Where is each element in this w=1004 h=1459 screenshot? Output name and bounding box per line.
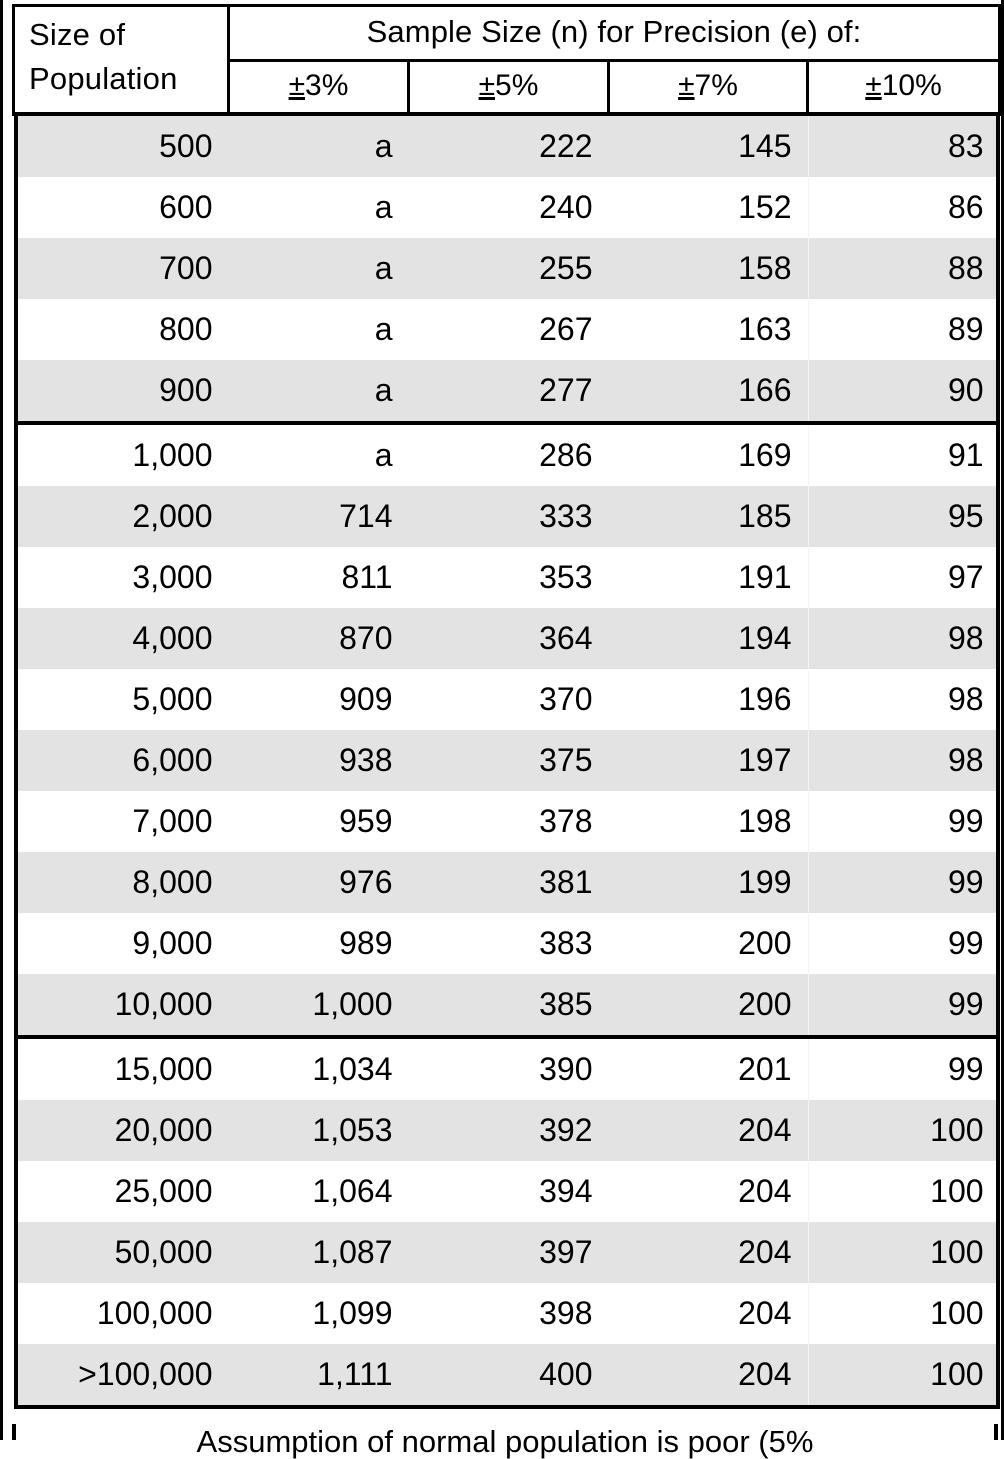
- cell-p7: 204: [609, 1344, 808, 1407]
- table-row: [14, 1161, 1000, 1222]
- table-row: [14, 177, 1000, 238]
- cell-p7: 199: [609, 852, 808, 913]
- cell-p10: 98: [808, 608, 1000, 669]
- cell-p5: 398: [409, 1283, 609, 1344]
- cell-population: >100,000: [14, 1344, 229, 1407]
- cell-p3: a: [229, 177, 409, 238]
- cell-p7: 169: [609, 423, 808, 486]
- header-precision-10: [808, 61, 1000, 115]
- cell-p3: 1,053: [229, 1100, 409, 1161]
- cell-p3: 976: [229, 852, 409, 913]
- cell-p3: 811: [229, 547, 409, 608]
- header-precision-10-value: 10%: [881, 69, 942, 102]
- cell-population: 20,000: [14, 1100, 229, 1161]
- table-header: [14, 6, 1000, 115]
- cell-population: 700: [14, 238, 229, 299]
- cell-p5: 383: [409, 913, 609, 974]
- header-precision-7: [609, 61, 808, 115]
- cell-p3: 1,087: [229, 1222, 409, 1283]
- table-row: [14, 791, 1000, 852]
- cell-p3: 1,099: [229, 1283, 409, 1344]
- cell-p10: 83: [808, 114, 1000, 177]
- cell-p10: 100: [808, 1161, 1000, 1222]
- table-row: [14, 1344, 1000, 1407]
- cell-p7: 163: [609, 299, 808, 360]
- cell-p10: 90: [808, 360, 1000, 423]
- cell-p7: 200: [609, 974, 808, 1037]
- table-frame: [12, 4, 998, 1409]
- cell-population: 6,000: [14, 730, 229, 791]
- table-row: [14, 114, 1000, 177]
- table-row: [14, 299, 1000, 360]
- header-precision-5-value: 5%: [495, 69, 539, 102]
- cell-p5: 364: [409, 608, 609, 669]
- cell-p5: 286: [409, 423, 609, 486]
- cell-p10: 98: [808, 669, 1000, 730]
- cell-p7: 201: [609, 1037, 808, 1100]
- header-population-line2: Population: [29, 61, 178, 97]
- cell-population: 600: [14, 177, 229, 238]
- table-body: [14, 114, 1000, 1407]
- plus-minus-icon-5: ±: [478, 69, 496, 102]
- header-precision-5: [409, 61, 609, 115]
- cell-population: 800: [14, 299, 229, 360]
- cell-population: 8,000: [14, 852, 229, 913]
- cell-p5: 267: [409, 299, 609, 360]
- cell-p7: 194: [609, 608, 808, 669]
- header-precision-3: [229, 61, 409, 115]
- cell-p3: 1,111: [229, 1344, 409, 1407]
- cell-population: 15,000: [14, 1037, 229, 1100]
- cell-p3: a: [229, 423, 409, 486]
- cell-p3: 1,034: [229, 1037, 409, 1100]
- table-row: [14, 852, 1000, 913]
- cell-population: 5,000: [14, 669, 229, 730]
- cell-p3: 909: [229, 669, 409, 730]
- cell-p10: 97: [808, 547, 1000, 608]
- cell-p5: 375: [409, 730, 609, 791]
- cell-population: 500: [14, 114, 229, 177]
- cell-population: 3,000: [14, 547, 229, 608]
- cell-population: 4,000: [14, 608, 229, 669]
- cell-p7: 145: [609, 114, 808, 177]
- cell-p10: 100: [808, 1283, 1000, 1344]
- table-row: [14, 360, 1000, 423]
- table-row: [14, 974, 1000, 1037]
- header-population: [14, 6, 229, 115]
- cell-p10: 99: [808, 791, 1000, 852]
- cell-p3: a: [229, 299, 409, 360]
- table-row: [14, 669, 1000, 730]
- cell-p7: 204: [609, 1161, 808, 1222]
- cell-p7: 166: [609, 360, 808, 423]
- header-population-line1: Size of: [29, 17, 126, 52]
- cell-population: 25,000: [14, 1161, 229, 1222]
- table-row: [14, 238, 1000, 299]
- cell-p5: 400: [409, 1344, 609, 1407]
- header-sample-size-span: Sample Size (n) for Precision (e) of:: [229, 6, 1000, 61]
- header-row-top: [14, 6, 1000, 61]
- table-row: [14, 1037, 1000, 1100]
- cell-p3: a: [229, 114, 409, 177]
- plus-minus-icon-3: ±: [288, 69, 306, 102]
- cell-p7: 204: [609, 1283, 808, 1344]
- cell-p10: 89: [808, 299, 1000, 360]
- cell-p7: 185: [609, 486, 808, 547]
- cell-p3: 959: [229, 791, 409, 852]
- cell-p5: 240: [409, 177, 609, 238]
- cell-population: 10,000: [14, 974, 229, 1037]
- cell-p5: 333: [409, 486, 609, 547]
- cell-p5: 222: [409, 114, 609, 177]
- cell-p7: 204: [609, 1222, 808, 1283]
- cell-p3: 1,000: [229, 974, 409, 1037]
- cell-p7: 152: [609, 177, 808, 238]
- cell-p3: 938: [229, 730, 409, 791]
- sample-size-table: [12, 4, 1001, 1409]
- cell-p10: 99: [808, 974, 1000, 1037]
- cell-p10: 99: [808, 913, 1000, 974]
- cell-p10: 88: [808, 238, 1000, 299]
- table-row: [14, 547, 1000, 608]
- cell-p5: 381: [409, 852, 609, 913]
- cell-p7: 197: [609, 730, 808, 791]
- cell-p7: 196: [609, 669, 808, 730]
- cell-population: 9,000: [14, 913, 229, 974]
- footnote-text: Assumption of normal population is poor (5%: [196, 1424, 814, 1459]
- cell-p3: 989: [229, 913, 409, 974]
- cell-p10: 95: [808, 486, 1000, 547]
- cell-p10: 99: [808, 852, 1000, 913]
- cell-p5: 394: [409, 1161, 609, 1222]
- table-row: [14, 486, 1000, 547]
- cell-p5: 390: [409, 1037, 609, 1100]
- table-row: [14, 1283, 1000, 1344]
- table-row: [14, 608, 1000, 669]
- cell-p5: 378: [409, 791, 609, 852]
- header-precision-3-value: 3%: [305, 69, 349, 102]
- cell-p10: 98: [808, 730, 1000, 791]
- cell-p5: 353: [409, 547, 609, 608]
- table-row: [14, 913, 1000, 974]
- cell-population: 1,000: [14, 423, 229, 486]
- cell-p10: 86: [808, 177, 1000, 238]
- cell-p5: 397: [409, 1222, 609, 1283]
- cell-p5: 370: [409, 669, 609, 730]
- table-row: [14, 423, 1000, 486]
- cell-p7: 158: [609, 238, 808, 299]
- plus-minus-icon-10: ±: [865, 69, 882, 102]
- cell-p3: 1,064: [229, 1161, 409, 1222]
- cell-p10: 100: [808, 1100, 1000, 1161]
- cell-population: 50,000: [14, 1222, 229, 1283]
- cell-p5: 255: [409, 238, 609, 299]
- cell-p5: 385: [409, 974, 609, 1037]
- plus-minus-icon-7: ±: [678, 69, 695, 102]
- cell-p7: 198: [609, 791, 808, 852]
- cell-p3: a: [229, 238, 409, 299]
- cell-p7: 191: [609, 547, 808, 608]
- cell-p10: 100: [808, 1344, 1000, 1407]
- cell-p7: 204: [609, 1100, 808, 1161]
- cell-p3: 870: [229, 608, 409, 669]
- table-row: [14, 1100, 1000, 1161]
- cell-p10: 99: [808, 1037, 1000, 1100]
- cell-p3: a: [229, 360, 409, 423]
- cell-population: 100,000: [14, 1283, 229, 1344]
- cell-p7: 200: [609, 913, 808, 974]
- cell-population: 7,000: [14, 791, 229, 852]
- cell-p10: 91: [808, 423, 1000, 486]
- cell-p5: 277: [409, 360, 609, 423]
- cell-p3: 714: [229, 486, 409, 547]
- table-row: [14, 730, 1000, 791]
- table-footnote: [12, 1424, 998, 1459]
- cell-p10: 100: [808, 1222, 1000, 1283]
- header-precision-7-value: 7%: [694, 69, 738, 102]
- cell-p5: 392: [409, 1100, 609, 1161]
- table-row: [14, 1222, 1000, 1283]
- cell-population: 900: [14, 360, 229, 423]
- cell-population: 2,000: [14, 486, 229, 547]
